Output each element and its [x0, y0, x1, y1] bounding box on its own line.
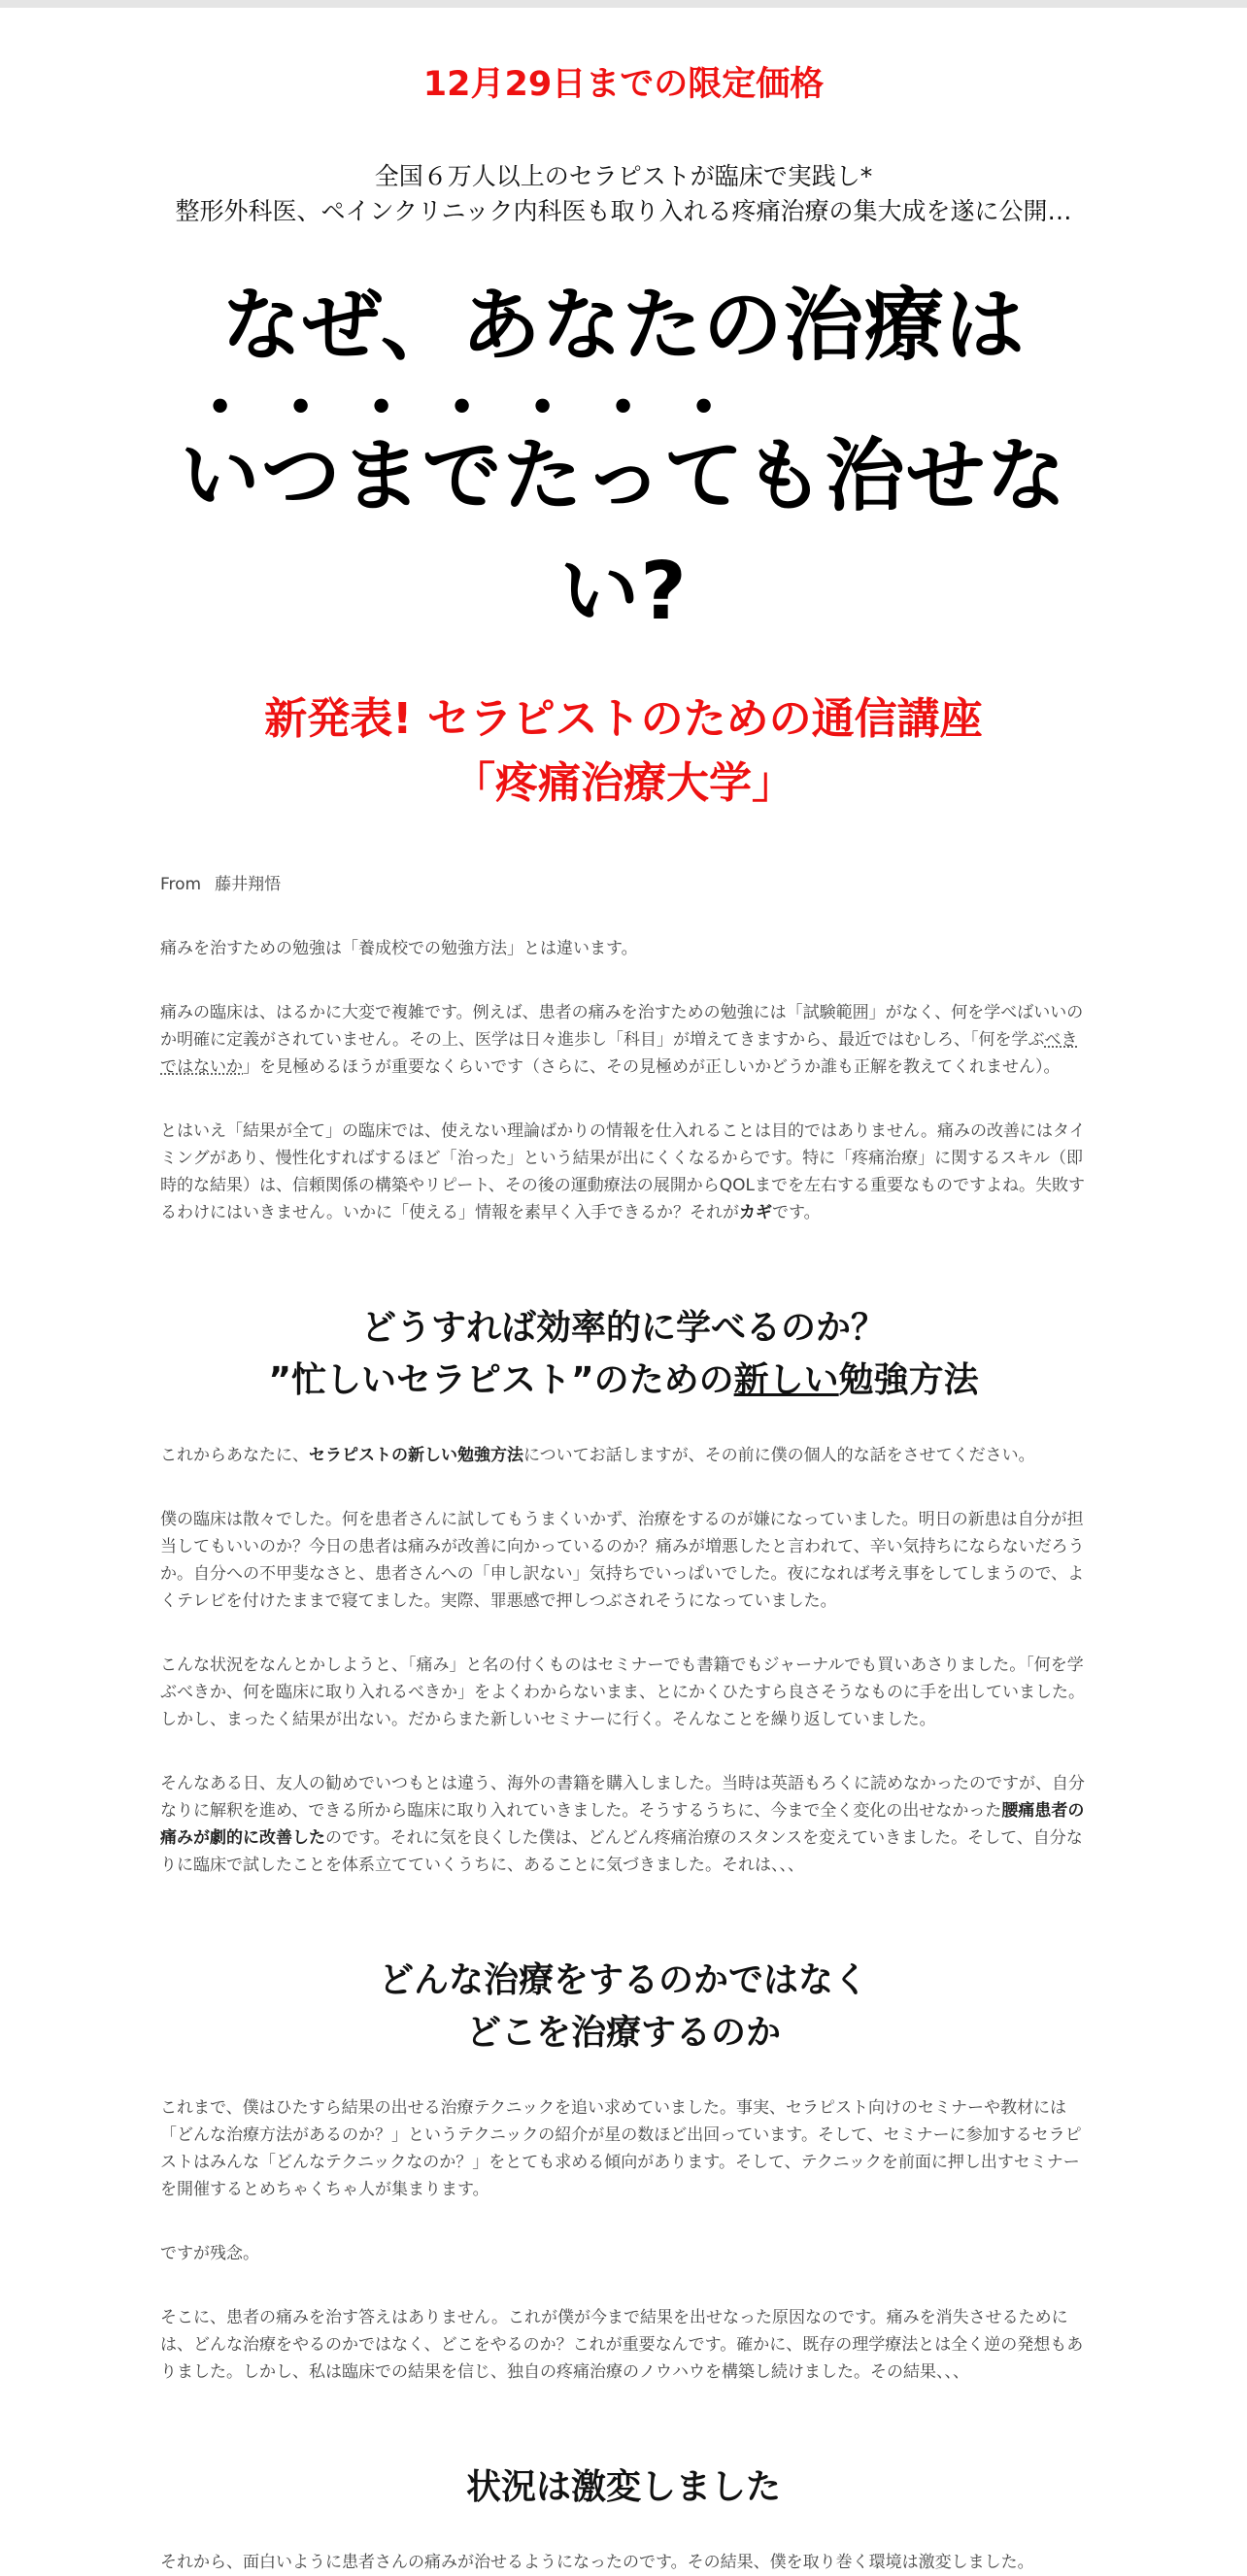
deadline-banner: 12月29日までの限定価格	[422, 65, 825, 104]
course-announcement	[160, 687, 1087, 816]
section-1-title-part-c: 勉強方法	[838, 1360, 979, 1401]
section-1-title-underlined: 新しい	[733, 1360, 839, 1401]
intro-paragraph-2	[160, 999, 1087, 1081]
intro-p2-underlined: べきではないか	[160, 1030, 1078, 1078]
author-name: 藤井翔悟	[215, 875, 282, 895]
top-bar	[0, 0, 1247, 8]
section-2-title-line-1: どんな治療をするのかではなく	[378, 1960, 868, 2001]
section-1-paragraph-4	[160, 1770, 1087, 1879]
s1-p1-bold: セラピストの新しい勉強方法	[309, 1446, 523, 1466]
intro-p3-text-end: です。	[772, 1203, 821, 1223]
section-1-paragraph-3: こんな状況をなんとかしようと、「痛み」と名の付くものはセミナーでも書籍でもジャーナルでも買いあさりました。「何を学ぶべきか、何を臨床に取り入れるべきか」をよくわからないまま、とにかくひたすら良さそうなものに手を出していました。しかし、まったく結果が出ない。だからまた新しいセミナーに行く。そんなことを繰り返していました。	[160, 1656, 1085, 1730]
section-2-title	[160, 1955, 1087, 2059]
section-2-title-line-2: どこを治療するのか	[465, 2013, 781, 2054]
sales-letter	[160, 64, 1087, 2576]
section-2-paragraph-3: そこに、患者の痛みを治す答えはありません。これが僕が今まで結果を出せなった原因なのです。痛みを消失させるためには、どんな治療をやるのかではなく、どこをやるのか？これが重要なんです。確かに、既存の理学療法とは全く逆の発想もありました。しかし、私は臨床での結果を信じ、独自の疼痛治療のノウハウを構築し続けました。その結果、、、	[160, 2308, 1084, 2383]
main-headline	[160, 269, 1087, 652]
intro-paragraph-3	[160, 1118, 1087, 1226]
intro-p2-text: 痛みの臨床は、はるかに大変で複雑です。例えば、患者の痛みを治すための勉強には「試験範囲」がなく、何を学べばいいのか明確に定義がされていません。その上、医学は日々進歩し「科目」が増えてきますから、最近ではむしろ、「何を学ぶ	[160, 1003, 1084, 1051]
intro-p3-bold: カギ	[739, 1203, 773, 1223]
headline-line-1: なぜ、あなたの治療は	[221, 279, 1026, 372]
headline-line-2-rest: も治せない?	[559, 430, 1067, 639]
author-line	[160, 870, 1087, 894]
s1-p4-text-end: のです。それに気を良くした僕は、どんどん疼痛治療のスタンスを変えていきました。そして、自分なりに臨床で試したことを体系立てていくうちに、あることに気づきました。それは、、、	[160, 1828, 1083, 1876]
course-name: 「疼痛治療大学」	[453, 758, 794, 809]
lead-text	[160, 159, 1087, 230]
announce-line-1: 新発表! セラピストのための通信講座	[264, 694, 983, 745]
section-3-paragraph-1: それから、面白いように患者さんの痛みが治せるようになったのです。その結果、僕を取り巻く環境は激変しました。	[160, 2553, 1034, 2573]
section-2-paragraph-1: これまで、僕はひたすら結果の出せる治療テクニックを追い求めていました。事実、セラピスト向けのセミナーや教材には「どんな治療方法があるのか？」というテクニックの紹介が星の数ほど出回っています。そして、セミナーに参加するセラピストはみんな「どんなテクニックなのか？」をとても求める傾向があります。そして、テクニックを前面に押し出すセミナーを開催するとめちゃくちゃ人が集まります。	[160, 2098, 1082, 2200]
s1-p4-bold: 腰痛患者の痛みが劇的に改善した	[160, 1801, 1085, 1849]
section-1-title-part-a: ”忙しいセラピスト”のための	[268, 1360, 734, 1401]
headline-emphasis: いつまでたって	[180, 430, 745, 523]
section-1-title	[160, 1302, 1087, 1407]
headline-line-2	[160, 384, 1087, 651]
intro-paragraph-1: 痛みを治すための勉強は「養成校での勉強方法」とは違います。	[160, 939, 638, 959]
section-1-paragraph-1	[160, 1442, 1087, 1469]
lead-line-2: 整形外科医、ペインクリニック内科医も取り入れる疼痛治療の集大成を遂に公開…	[175, 197, 1072, 226]
section-2-paragraph-2: ですが残念。	[160, 2244, 259, 2264]
s1-p1-text-end: についてお話しますが、その前に僕の個人的な話をさせてください。	[523, 1446, 1035, 1466]
section-1-title-line-1: どうすれば効率的に学べるのか？	[360, 1308, 886, 1349]
lead-line-1: 全国６万人以上のセラピストが臨床で実践し*	[374, 162, 873, 190]
section-3-title: 状況は激変しました	[465, 2467, 781, 2508]
author-label: From	[160, 875, 202, 895]
intro-p2-text-end: 」を見極めるほうが重要なくらいです（さらに、その見極めが正しいかどうか誰も正解を教えてくれません）。	[243, 1057, 1061, 1078]
s1-p4-text: そんなある日、友人の勧めでいつもとは違う、海外の書籍を購入しました。当時は英語もろくに読めなかったのですが、自分なりに解釈を進め、できる所から臨床に取り入れていきました。そうするうちに、今まで全く変化の出せなかった	[160, 1774, 1085, 1822]
section-1-title-line-2	[160, 1355, 1087, 1407]
s1-p1-text: これからあなたに、	[160, 1446, 309, 1466]
section-1-paragraph-2: 僕の臨床は散々でした。何を患者さんに試してもうまくいかず、治療をするのが嫌になっていました。明日の新患は自分が担当してもいいのか？今日の患者は痛みが改善に向かっているのか？痛みが増悪したと言われて、辛い気持ちにならないだろうか。自分への不甲斐なさと、患者さんへの「申し訳ない」気持ちでいっぱいでした。夜になれば考え事をしてしまうので、よくテレビを付けたままで寝てました。実際、罪悪感で押しつぶされそうになっていました。	[160, 1510, 1085, 1612]
intro-p3-text: とはいえ「結果が全て」の臨床では、使えない理論ばかりの情報を仕入れることは目的ではありません。痛みの改善にはタイミングがあり、慢性化すればするほど「治った」という結果が出にくくなるからです。特に「疼痛治療」に関するスキル（即時的な結果）は、信頼関係の構築やリピート、その後の運動療法の展開からQOLまでを左右する重要なものですよね。失敗するわけにはいきません。いかに「使える」情報を素早く入手できるか？それが	[160, 1121, 1086, 1223]
